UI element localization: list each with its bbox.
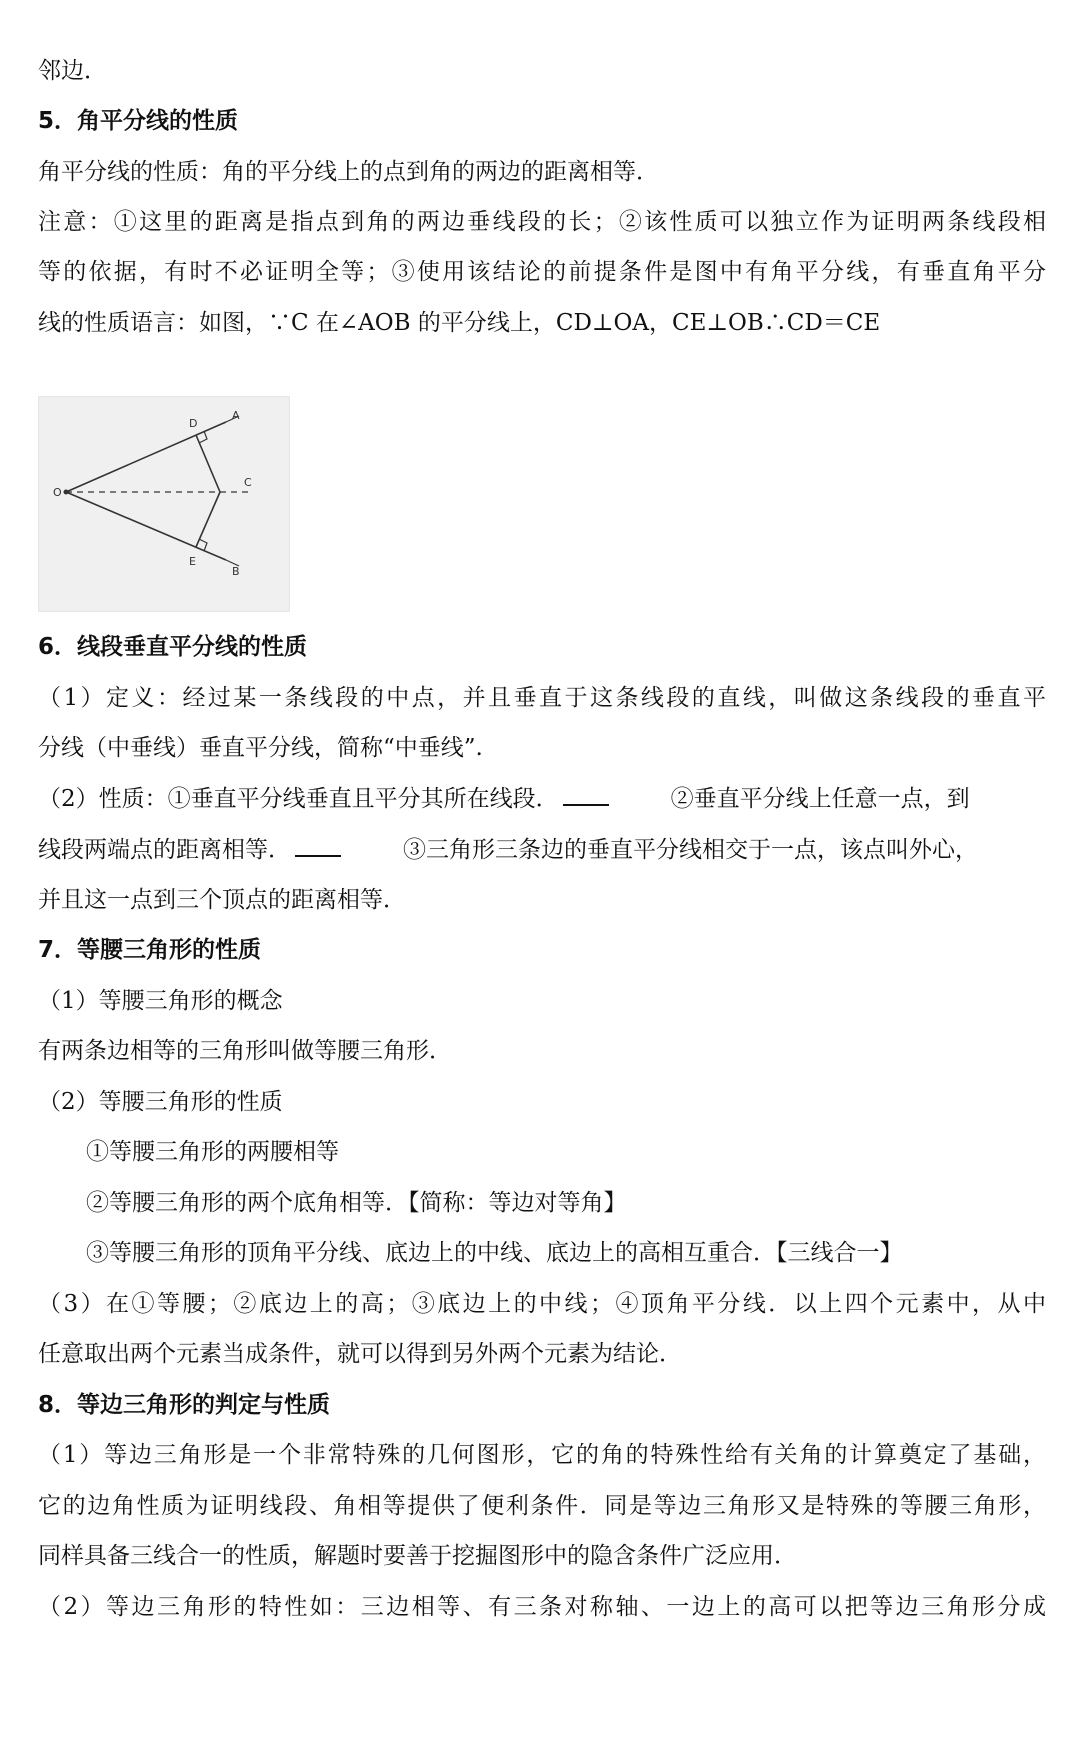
text-segment: 线段两端点的距离相等．: [38, 837, 291, 863]
label-a: A: [232, 409, 240, 422]
text-line: 任意取出两个元素当成条件，就可以得到另外两个元素为结论．: [38, 1341, 682, 1367]
text-line: 并且这一点到三个顶点的距离相等．: [38, 887, 406, 913]
text-line: 同样具备三线合一的性质，解题时要善于挖掘图形中的隐含条件广泛应用．: [38, 1543, 797, 1569]
text-line: 线的性质语言：如图，∵C 在∠AOB 的平分线上，CD⊥OA，CE⊥OB∴CD＝CE: [38, 310, 881, 336]
label-e: E: [189, 555, 196, 568]
text-line: [38, 784, 1046, 814]
text-line: 注意：①这里的距离是指点到角的两边垂线段的长；②该性质可以独立作为证明两条线段相: [38, 209, 1046, 235]
text-line: ②等腰三角形的两个底角相等．【简称：等边对等角】: [86, 1190, 627, 1216]
label-b: B: [232, 565, 240, 578]
section-6-heading: 6．线段垂直平分线的性质: [38, 634, 308, 660]
text-line: ①等腰三角形的两腰相等: [86, 1139, 339, 1165]
text-line: 等的依据，有时不必证明全等；③使用该结论的前提条件是图中有角平分线，有垂直角平分: [38, 259, 1046, 285]
text-segment: （2）性质：①垂直平分线垂直且平分其所在线段．: [38, 786, 559, 812]
text-line: （3）在①等腰；②底边上的高；③底边上的中线；④顶角平分线．以上四个元素中，从中: [38, 1291, 1046, 1317]
label-d: D: [189, 417, 198, 430]
text-line: （1）等腰三角形的概念: [38, 988, 283, 1014]
section-7-heading: 7．等腰三角形的性质: [38, 937, 262, 963]
section-8-heading: 8．等边三角形的判定与性质: [38, 1392, 331, 1418]
label-o: O: [53, 486, 62, 499]
text-line: （2）等边三角形的特性如：三边相等、有三条对称轴、一边上的高可以把等边三角形分成: [38, 1594, 1046, 1620]
text-line: [38, 835, 1046, 865]
label-c: C: [244, 476, 252, 489]
text-line: （1）定义：经过某一条线段的中点，并且垂直于这条线段的直线，叫做这条线段的垂直平: [38, 685, 1046, 711]
text-line: （2）等腰三角形的性质: [38, 1089, 283, 1115]
text-line: 角平分线的性质：角的平分线上的点到角的两边的距离相等．: [38, 159, 659, 185]
text-line: 邻边．: [38, 58, 107, 84]
text-line: 它的边角性质为证明线段、角相等提供了便利条件．同是等边三角形又是特殊的等腰三角形，: [38, 1493, 1046, 1519]
text-line: ③等腰三角形的顶角平分线、底边上的中线、底边上的高相互重合．【三线合一】: [86, 1240, 903, 1266]
text-line: 有两条边相等的三角形叫做等腰三角形．: [38, 1038, 452, 1064]
angle-bisector-figure: [38, 396, 290, 612]
text-line: （1）等边三角形是一个非常特殊的几何图形，它的角的特殊性给有关角的计算奠定了基础，: [38, 1442, 1046, 1468]
section-5-heading: 5．角平分线的性质: [38, 108, 239, 134]
fill-blank: [295, 837, 341, 857]
fill-blank: [563, 786, 609, 806]
text-line: 分线（中垂线）垂直平分线，简称“中垂线”.: [38, 735, 483, 761]
text-segment: ②垂直平分线上任意一点，到: [670, 786, 970, 812]
text-segment: ③三角形三条边的垂直平分线相交于一点，该点叫外心，: [403, 837, 978, 863]
